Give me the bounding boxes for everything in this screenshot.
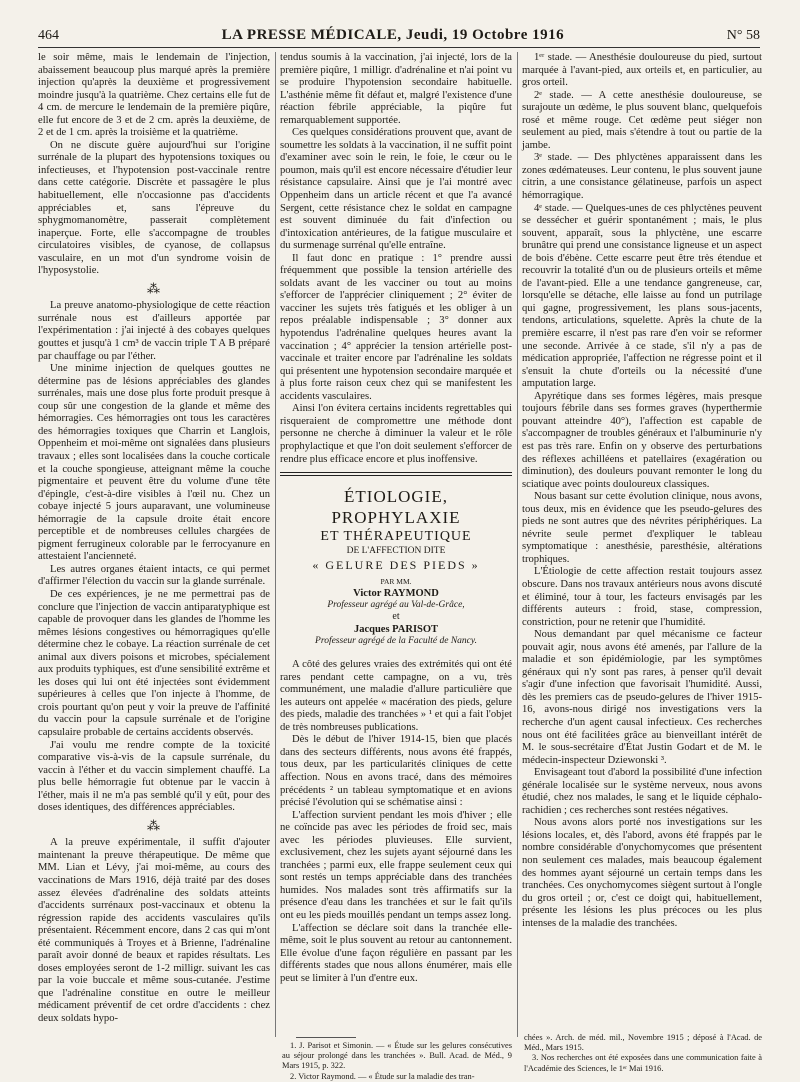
article-subtitle: ET THÉRAPEUTIQUE [320, 529, 472, 545]
paragraph: 4ᵉ stade. — Quelques-unes de ces phlyctènes peuvent se dessécher et guérir spontanément ; mais, le plus souvent, apparaît, sous la phlyctène, une escarre brunâtre qui prend une consistance ligneuse et un aspect de bois d'ébène. Cette escarre peut être très étendue et recouvrir la totalité d'un ou de plusieurs orteils et même de l'avant-pied. Elle a une tendance gangreneuse, car, lorsqu'elle se détache, elle laisse au fond un putrilage qui gagne, progressivement, les plans sous-jacents, tendons, articulations, squelette. Après la chute de la première escarre, il n'est pas rare d'en voir se reformer une seconde. Arrivée à ce stade, s'il n'y a pas de médication appropriée, l'affection ne régresse point et il s'ensuit la chute d'orteils ou la nécessité d'une amputation large. [522, 202, 762, 390]
author-affiliation: Professeur agrégé au Val-de-Grâce, [327, 600, 465, 611]
column-1 [38, 52, 270, 1026]
asterism: ⁂ [147, 280, 161, 296]
paragraph: Les autres organes étaient intacts, ce qui permet d'affirmer l'élection du vaccin sur la glande surrénale. [38, 563, 270, 588]
paragraph: A côté des gelures vraies des extrémités qui ont été rares pendant cette campagne, on a vu, très communément, une maladie d'allure particulière que les auteurs ont appelée « macération des pieds, gelure des pieds, maladie des tranchées » ¹ et qui a fait l'objet de très nombreuses publications. [280, 659, 512, 733]
paragraph: Ces quelques considérations prouvent que, avant de soumettre les soldats à la vaccination, il ne suffit point d'examiner avec soin le rein, le foie, le cœur ou le poumon, mais qu'il est encore nécessaire d'étudier leur résistance capsulaire. Ainsi que je l'ai montré avec Oppenheim dans un article récent et que l'a avancé Sergent, cette résistance chez le soldat en campagne est souvent diminuée du fait d'infection ou d'intoxication antérieures, de la fatigue musculaire et du surmenage surrénal qu'elle entraîne. [280, 127, 512, 252]
footnotes-col3 [524, 1033, 762, 1074]
author-affiliation: Professeur agrégé de la Faculté de Nancy. [315, 636, 477, 647]
paragraph: L'affection survient pendant les mois d'hiver ; elle ne coïncide pas avec les périodes de froid sec, mais avec les périodes pluvieuses. Elle survient, exclusivement, chez les sujets ayant séjourné dans les tranchées ; parmi eux, elle frappe seulement ceux qui sont restés un temps appréciable dans des tranchées humides. Nos malades sont très affirmatifs sur la présence d'eau dans les tranchées et sur le fait qu'ils ont eu les pieds mouillés pendant un temps assez long. [280, 809, 512, 921]
asterism: ⁂ [147, 817, 161, 833]
paragraph: 1ᵉʳ stade. — Anesthésie douloureuse du pied, surtout marquée à l'avant-pied, aux orteils et, en particulier, au gros orteil. [522, 52, 762, 89]
footnote-rule [296, 1037, 356, 1038]
paragraph: A la preuve expérimentale, il suffit d'ajouter maintenant la preuve thérapeutique. De même que MM. Lian et Lévy, j'ai moi-même, au cours des vaccinations de Mars 1916, déjà traité par des doses assez élevées d'adrénaline des soldats atteints d'accidents surrénaux post-vaccinaux et obtenu la régression rapide des accidents vasculaires qu'ils présentaient. Récemment encore, dans 2 cas qui m'ont été communiqués à Troyes et à Brienne, l'adrénaline paraît avoir donné de beaux et rapides résultats. Les doses employées seront de 1-2 milligr. suivant les cas par la voie buccale et même sous-cutanée. J'estime que l'adrénaline constitue en outre le meilleur médicament préventif de cet ordre d'accidents : chez deux soldats hypo- [38, 837, 270, 1025]
paragraph: Une minime injection de quelques gouttes ne détermine pas de lésions appréciables des glandes surrénales, mais une dose plus forte produit presque à coup sûr une congestion de la glande et même des hémorragies. Ces hémorragies ont tous les caractères des hémorragies toxiques que Charrin et Langlois, Oppenheim et moi-même ont signalées dans plusieurs travaux ; elles sont localisées dans la couche corticale et la couche spongieuse, atteignant même la couche pigmentaire et peuvent être du volume d'une tête d'épingle, c'est-à-dire visibles à l'œil nu. Chez un cobaye injecté 5 jours auparavant, une volumineuse hémorragie de la capsule droite était encore perceptible et de nombreuses cellules chargées de pigment ferrugineux colorable par le ferrocyanure en attestaient l'ancienneté. [38, 363, 270, 563]
footnote: 3. Nos recherches ont été exposées dans une communication faite à l'Académie des Sciences, le 1ᵉʳ Mai 1916. [524, 1053, 762, 1073]
author-name: Victor RAYMOND [353, 588, 439, 600]
column-divider [275, 52, 276, 1037]
journal-title: LA PRESSE MÉDICALE, Jeudi, 19 Octobre 1916 [221, 27, 565, 43]
paragraph: L'Étiologie de cette affection restait toujours assez obscure. Dans nos travaux antérieurs nous avons discuté et éliminé, tour à tour, les facteurs envisagés par les différents auteurs : froid, stase, compression, constriction, pour ne retenir que l'humidité. [522, 566, 762, 628]
issue-number: N° 58 [726, 28, 760, 43]
paragraph: 3ᵉ stade. — Des phlyctènes apparaissent dans les zones œdémateuses. Leur contenu, le plus souvent jaune citrin, a une consistance gélatineuse, parfois un aspect hémorragique. [522, 152, 762, 202]
article-subtitle-small: DE L'AFFECTION DITE [346, 546, 446, 557]
paragraph: L'affection se déclare soit dans la tranchée elle-même, soit le plus souvent au retour au cantonnement. Elle évolue d'une façon régulière en passant par les différents stades que nous allons énumérer, mais elle peut se limiter à l'un d'entre eux. [280, 922, 512, 984]
author-name: Jacques PARISOT [353, 624, 439, 636]
footnote: 2. Victor Raymond. — « Étude sur la maladie des tran- [290, 1071, 475, 1081]
paragraph: Ainsi l'on évitera certains incidents regrettables qui risqueraient de compromettre une méthode dont personne ne cherche à diminuer la valeur et le rôle prophylactique et que l'on doit seulement s'efforcer de rendre plus efficace encore et plus inoffensive. [280, 403, 512, 465]
paragraph: On ne discute guère aujourd'hui sur l'origine surrénale de la plupart des hypotensions toxiques ou infectieuses, et l'hypotension post-vaccinale rentre dans cette catégorie. Discrète et passagère le plus habituellement, elle n'occasionne pas d'accidents appréciables et, sans l'épreuve du sphygmomanomètre, passerait complètement inaperçue. Forte, elle s'accompagne de troubles circulatoires visibles, de cyanose, de collapsus vasculaire, en un mot d'un syndrome voisin de l'hyposystolie. [38, 139, 270, 277]
paragraph: J'ai voulu me rendre compte de la toxicité comparative vis-à-vis de la capsule surrénale, du vaccin à l'éther et du vaccin simplement chauffé. La plus belle hémorragie fut obtenue par le vaccin à l'éther, mais il ne m'a pas semblé qu'il y eût, pour des doses identiques, des différences appréciables. [38, 739, 270, 814]
paragraph: De ces expériences, je ne me permettrai pas de conclure que l'injection de vaccin antiparatyphique est capable de provoquer dans les glandes de l'homme les mêmes lésions congestives ou hémorragiques qu'elle détermine chez le cobaye. La réaction surrénale de cet animal aux divers poisons et microbes, spécialement aux produits typhiques, est d'une sensibilité extrême et les doses qui lui ont été injectées sont évidemment supérieures à celles que l'on injecte à l'homme, de crois pourtant qu'on peut y voir la preuve de l'affinité du vaccin pour la capsule surrénale et de l'origine capsulaire probable de certains accidents observés. [38, 588, 270, 738]
paragraph: 2ᵉ stade. — A cette anesthésie douloureuse, se surajoute un œdème, le plus souvent blanc, quelquefois rosé et même rouge. Cet œdème peut siéger non seulement au pied, mais s'étendre à tout ou partie de la jambe. [522, 89, 762, 151]
paragraph: Apyrétique dans ses formes légères, mais presque toujours fébrile dans ses formes graves (hyperthermie pouvant atteindre 40°), l'affection est capable de s'accompagner de troubles généraux et l'albuminurie n'y est pas très rare. Enfin on y observe des perturbations des réflexes achilléens et patellaires (exagération ou diminution), des douleurs pouvant remonter le long du sciatique avec points douloureux classiques. [522, 390, 762, 490]
column-3 [522, 52, 762, 930]
footnotes-col2 [282, 1041, 512, 1082]
page-header [38, 18, 760, 48]
byline-and: et [392, 611, 400, 623]
article-topic: « GELURE DES PIEDS » [312, 558, 480, 573]
column-divider [517, 52, 518, 1037]
column-2 [280, 52, 512, 985]
paragraph: le soir même, mais le lendemain de l'injection, abaissement beaucoup plus marqué après la première injection qu'après la deuxième et progressivement moindre jusqu'à la quatrième. Chez certains elle fut de 4 cm. de mercure le lendemain de la première piqûre, elle fut encore de 3 et de 2 cm. après la deuxième, de 2 et de 1 cm. après la troisième et la quatrième. [38, 52, 270, 139]
paragraph: Envisageant tout d'abord la possibilité d'une infection générale localisée sur le système nerveux, nous avons étudié, chez nos malades, le sang et le liquide céphalo-rachidien ; ces recherches sont restées négatives. [522, 767, 762, 816]
article-rule [280, 475, 512, 476]
paragraph: Il faut donc en pratique : 1° prendre aussi fréquemment que possible la tension artérielle des soldats avant de les vacciner ou tout au moins s'efforcer de l'apprécier cliniquement ; 2° éviter de vacciner les sujets très fatigués et les obliger à un repos préalable indispensable ; 3° donner aux hypotendus l'adrénaline quelques heures avant la vaccination ; 4° apprécier la tension artérielle post-vaccinale et traiter encore par l'adrénaline les soldats qui présentent une hypotension secondaire marquée et à plus forte raison ceux chez qui se manifestent les accidents vasculaires. [280, 252, 512, 402]
article-rule [280, 472, 512, 473]
article-title: ÉTIOLOGIE, PROPHYLAXIE [331, 487, 461, 528]
paragraph: La preuve anatomo-physiologique de cette réaction surrénale nous est d'ailleurs apportée par l'expérimentation : j'ai injecté à des cobayes quelques gouttes et jusqu'à 1 cm³ de vaccin triple T A B préparé par chauffage ou par l'éther. [38, 300, 270, 362]
paragraph: Nous avons alors porté nos investigations sur les lésions locales, et, dès l'abord, avons été frappés par le nombre considérable d'onychomycomes que présentent non seulement ces malades, mais beaucoup également des hommes ayant séjourné un certain temps dans les tranchées. Ces onychomycomes siègent surtout à l'ongle du gros orteil ; or, c'est ce doigt qui, habituellement, présente les lésions les plus précoces ou les plus intenses de la maladie des tranchées. [522, 817, 762, 929]
paragraph: Nous basant sur cette évolution clinique, nous avons, tous deux, mis en évidence que les pseudo-gelures des pieds ne sont autres que des névrites périphériques. La névrite seule permet d'expliquer le tableau symptomatique : anesthésie, paresthésie, altérations trophiques. [522, 491, 762, 565]
paragraph: Dès le début de l'hiver 1914-15, bien que placés dans des secteurs différents, nous avons été frappés, tous deux, par les particularités cliniques de cette affection. Nous en avons tracé, dans des mémoires précédents ² un tableau symptomatique et en avions précisé l'évolution qui se schématise ainsi : [280, 734, 512, 809]
paragraph: tendus soumis à la vaccination, j'ai injecté, lors de la première piqûre, 1 milligr. d'adrénaline et n'ai point vu se produire l'hypotension secondaire habituelle. L'asthénie même fit défaut et, malgré l'existence d'une réaction fébrile appréciable, la piqûre fut remarquablement supportée. [280, 52, 512, 126]
footnote: 1. J. Parisot et Simonin. — « Étude sur les gelures consécutives au séjour prolongé dans les tranchées ». Bull. Acad. de Méd., 9 Mars 1915, p. 322. [282, 1041, 512, 1071]
page-number: 464 [38, 28, 59, 43]
paragraph: Nous demandant par quel mécanisme ce facteur pouvait agir, nous avons été amenés, par l'allure de la maladie et son épidémiologie, par les symptômes généraux qui n'y sont pas rares, à penser qu'il devait s'agir d'une infection que favorisait l'humidité. Aussi, dès les premiers cas de pseudo-gelures de l'hiver 1915-16, avons-nous dirigé nos investigations vers la recherche d'un agent causal infectieux. Ces recherches nous ont été facilitées grâce au bienveillant intérêt de M. le sous-secrétaire d'État Justin Godart et de M. le médecin-inspecteur Dziewonski ³. [522, 629, 762, 766]
footnote: chées ». Arch. de méd. mil., Novembre 1915 ; déposé à l'Acad. de Méd., Mars 1915. [524, 1033, 762, 1053]
byline-par: PAR MM. [380, 577, 412, 587]
